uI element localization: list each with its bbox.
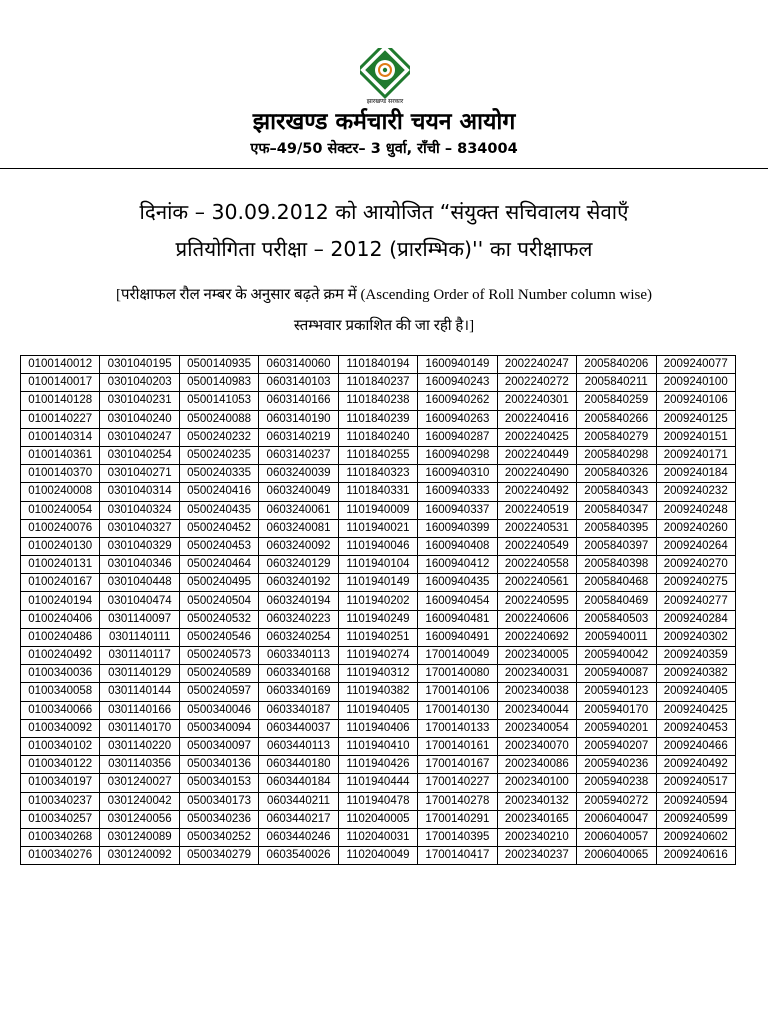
- roll-number-cell: 2006040057: [577, 828, 656, 846]
- roll-number-cell: 0301040195: [100, 356, 179, 374]
- roll-number-cell: 2005840206: [577, 356, 656, 374]
- order-note-line-1: [परीक्षाफल रौल नम्बर के अनुसार बढ़ते क्रम में (Ascending Order of Roll Number column wise): [115, 287, 653, 303]
- roll-number-cell: 0603440217: [259, 810, 338, 828]
- roll-number-cell: 1101940249: [338, 610, 417, 628]
- roll-number-cell: 1101940021: [338, 519, 417, 537]
- roll-number-cell: 2009240171: [656, 446, 736, 464]
- roll-number-cell: 0301140111: [100, 628, 179, 646]
- roll-number-cell: 2005840211: [577, 374, 656, 392]
- table-row: [21, 756, 736, 774]
- roll-number-cell: 2009240277: [656, 592, 736, 610]
- roll-number-cell: 0100140370: [21, 465, 100, 483]
- roll-number-cell: 0100240492: [21, 647, 100, 665]
- roll-number-cell: 2002240492: [497, 483, 576, 501]
- roll-number-cell: 0500340097: [179, 737, 258, 755]
- roll-number-cell: 0301140220: [100, 737, 179, 755]
- roll-number-cell: 0603140060: [259, 356, 338, 374]
- table-row: [21, 537, 736, 555]
- header-divider: [0, 168, 768, 169]
- roll-number-cell: 0301240092: [100, 847, 179, 865]
- roll-number-cell: 2005840503: [577, 610, 656, 628]
- roll-number-cell: 0603240192: [259, 574, 338, 592]
- roll-number-cell: 2005940201: [577, 719, 656, 737]
- roll-number-cell: 2005940170: [577, 701, 656, 719]
- roll-number-cell: 0100240131: [21, 556, 100, 574]
- roll-number-cell: 0301140129: [100, 665, 179, 683]
- roll-number-cell: 0100340102: [21, 737, 100, 755]
- roll-number-cell: 2009240264: [656, 537, 736, 555]
- roll-number-cell: 2002240561: [497, 574, 576, 592]
- roll-number-cell: 1101940046: [338, 537, 417, 555]
- table-row: [21, 356, 736, 374]
- roll-number-cell: 0301040474: [100, 592, 179, 610]
- roll-number-cell: 0301040247: [100, 428, 179, 446]
- roll-number-cell: 2009240425: [656, 701, 736, 719]
- roll-number-cell: 1600940481: [418, 610, 497, 628]
- roll-number-cell: 1101940382: [338, 683, 417, 701]
- roll-number-cell: 1600940287: [418, 428, 497, 446]
- roll-number-cell: 0500240435: [179, 501, 258, 519]
- roll-number-cell: 0603240081: [259, 519, 338, 537]
- roll-number-cell: 2009240275: [656, 574, 736, 592]
- roll-number-cell: 2005840397: [577, 537, 656, 555]
- roll-number-cell: 0500240504: [179, 592, 258, 610]
- roll-number-cell: 0100340268: [21, 828, 100, 846]
- roll-number-cell: 2005840398: [577, 556, 656, 574]
- roll-number-cell: 1700140227: [418, 774, 497, 792]
- roll-number-cell: 0500240573: [179, 647, 258, 665]
- roll-number-cell: 0500240546: [179, 628, 258, 646]
- roll-number-cell: 2009240466: [656, 737, 736, 755]
- roll-number-cell: 2009240077: [656, 356, 736, 374]
- roll-number-cell: 0603240039: [259, 465, 338, 483]
- table-row: [21, 774, 736, 792]
- roll-number-cell: 1101940405: [338, 701, 417, 719]
- roll-number-cell: 0500340173: [179, 792, 258, 810]
- roll-number-cell: 2005840298: [577, 446, 656, 464]
- roll-number-cell: 1600940337: [418, 501, 497, 519]
- roll-number-cell: 0603140103: [259, 374, 338, 392]
- roll-number-cell: 2009240232: [656, 483, 736, 501]
- roll-number-cell: 1101940009: [338, 501, 417, 519]
- table-row: [21, 628, 736, 646]
- roll-number-table: [20, 355, 736, 865]
- roll-number-cell: 0301040271: [100, 465, 179, 483]
- roll-number-cell: 0100240406: [21, 610, 100, 628]
- roll-number-cell: 0100340036: [21, 665, 100, 683]
- roll-number-cell: 0100340237: [21, 792, 100, 810]
- roll-number-cell: 2005940042: [577, 647, 656, 665]
- roll-number-cell: 1600940310: [418, 465, 497, 483]
- roll-number-cell: 0500240495: [179, 574, 258, 592]
- roll-number-cell: 1600940399: [418, 519, 497, 537]
- table-row: [21, 647, 736, 665]
- roll-number-cell: 0301040203: [100, 374, 179, 392]
- roll-number-cell: 2005840468: [577, 574, 656, 592]
- roll-number-cell: 2005840347: [577, 501, 656, 519]
- roll-number-cell: 1700140417: [418, 847, 497, 865]
- roll-number-cell: 1700140278: [418, 792, 497, 810]
- roll-number-cell: 2002240558: [497, 556, 576, 574]
- roll-number-cell: 0301040314: [100, 483, 179, 501]
- roll-number-cell: 2005840469: [577, 592, 656, 610]
- roll-number-cell: 2002240531: [497, 519, 576, 537]
- roll-number-cell: 1101940104: [338, 556, 417, 574]
- table-row: [21, 501, 736, 519]
- roll-number-cell: 1101840238: [338, 392, 417, 410]
- roll-number-cell: 1101940251: [338, 628, 417, 646]
- table-row: [21, 392, 736, 410]
- roll-number-cell: 2005940236: [577, 756, 656, 774]
- roll-number-cell: 2005840259: [577, 392, 656, 410]
- roll-number-cell: 2002240490: [497, 465, 576, 483]
- roll-number-cell: 2002340237: [497, 847, 576, 865]
- roll-number-cell: 0500340236: [179, 810, 258, 828]
- roll-number-cell: 1600940262: [418, 392, 497, 410]
- roll-number-cell: 2005940272: [577, 792, 656, 810]
- roll-number-cell: 2002240425: [497, 428, 576, 446]
- roll-number-cell: 0500140935: [179, 356, 258, 374]
- roll-number-cell: 1101840237: [338, 374, 417, 392]
- roll-number-cell: 0603240049: [259, 483, 338, 501]
- table-row: [21, 828, 736, 846]
- roll-number-cell: 2002240272: [497, 374, 576, 392]
- table-row: [21, 810, 736, 828]
- roll-number-cell: 1700140049: [418, 647, 497, 665]
- table-row: [21, 701, 736, 719]
- roll-number-cell: 2002340044: [497, 701, 576, 719]
- roll-number-cell: 0301040346: [100, 556, 179, 574]
- roll-number-cell: 2002340132: [497, 792, 576, 810]
- table-row: [21, 574, 736, 592]
- roll-number-cell: 2009240453: [656, 719, 736, 737]
- roll-number-cell: 2005840395: [577, 519, 656, 537]
- roll-number-cell: 2006040065: [577, 847, 656, 865]
- order-note-line-2: स्तम्भवार प्रकाशित की जा रही है।]: [293, 318, 475, 334]
- roll-number-cell: 1700140395: [418, 828, 497, 846]
- roll-number-cell: 0100240076: [21, 519, 100, 537]
- roll-number-cell: 0603240194: [259, 592, 338, 610]
- roll-number-cell: 2005840343: [577, 483, 656, 501]
- organization-address: एफ–49/50 सेक्टर– 3 धुर्वा, राँची – 834004: [250, 141, 518, 157]
- roll-number-cell: 0500340046: [179, 701, 258, 719]
- roll-number-cell: 0301040448: [100, 574, 179, 592]
- roll-number-cell: 0603140190: [259, 410, 338, 428]
- roll-number-cell: 0500240464: [179, 556, 258, 574]
- roll-number-cell: 0100340092: [21, 719, 100, 737]
- roll-number-cell: 2009240106: [656, 392, 736, 410]
- roll-number-cell: 2009240284: [656, 610, 736, 628]
- roll-number-cell: 2009240359: [656, 647, 736, 665]
- roll-number-cell: 1101940410: [338, 737, 417, 755]
- roll-number-cell: 0301140356: [100, 756, 179, 774]
- roll-number-cell: 1700140106: [418, 683, 497, 701]
- roll-number-cell: 2005940087: [577, 665, 656, 683]
- roll-number-cell: 0500240532: [179, 610, 258, 628]
- table-row: [21, 592, 736, 610]
- roll-number-cell: 2009240125: [656, 410, 736, 428]
- roll-number-cell: 0100240167: [21, 574, 100, 592]
- roll-number-cell: 2009240302: [656, 628, 736, 646]
- roll-number-cell: 0603340169: [259, 683, 338, 701]
- table-row: [21, 610, 736, 628]
- roll-number-cell: 0603440246: [259, 828, 338, 846]
- roll-number-cell: 0100340122: [21, 756, 100, 774]
- roll-number-cell: 0603240129: [259, 556, 338, 574]
- roll-number-cell: 2005940123: [577, 683, 656, 701]
- roll-number-cell: 2009240599: [656, 810, 736, 828]
- roll-number-cell: 2009240100: [656, 374, 736, 392]
- roll-number-cell: 0100240008: [21, 483, 100, 501]
- roll-number-cell: 0500240235: [179, 446, 258, 464]
- table-row: [21, 410, 736, 428]
- roll-number-cell: 1101840194: [338, 356, 417, 374]
- roll-number-cell: 2009240248: [656, 501, 736, 519]
- roll-number-cell: 0301040231: [100, 392, 179, 410]
- roll-number-cell: 1600940149: [418, 356, 497, 374]
- roll-number-cell: 2002240519: [497, 501, 576, 519]
- jharkhand-emblem-logo: [360, 48, 410, 106]
- roll-number-cell: 1101840255: [338, 446, 417, 464]
- table-row: [21, 719, 736, 737]
- roll-number-cell: 1101940274: [338, 647, 417, 665]
- table-row: [21, 737, 736, 755]
- table-row: [21, 665, 736, 683]
- roll-number-cell: 0100140227: [21, 410, 100, 428]
- roll-number-cell: 0500240335: [179, 465, 258, 483]
- roll-number-cell: 0301140144: [100, 683, 179, 701]
- roll-number-cell: 2009240184: [656, 465, 736, 483]
- roll-number-cell: 1102040005: [338, 810, 417, 828]
- roll-number-cell: 2002340100: [497, 774, 576, 792]
- roll-number-cell: 2002240549: [497, 537, 576, 555]
- roll-number-cell: 0500240597: [179, 683, 258, 701]
- roll-number-cell: 1700140161: [418, 737, 497, 755]
- roll-number-cell: 1101940444: [338, 774, 417, 792]
- roll-number-cell: 0100140361: [21, 446, 100, 464]
- roll-number-cell: 0100140017: [21, 374, 100, 392]
- roll-number-cell: 0500340094: [179, 719, 258, 737]
- roll-number-cell: 2002340054: [497, 719, 576, 737]
- roll-number-cell: 0100340066: [21, 701, 100, 719]
- roll-number-cell: 0603440113: [259, 737, 338, 755]
- svg-text:झारखण्ड सरकार: झारखण्ड सरकार: [366, 98, 404, 105]
- table-row: [21, 683, 736, 701]
- roll-number-cell: 2009240616: [656, 847, 736, 865]
- roll-number-cell: 1700140133: [418, 719, 497, 737]
- roll-number-cell: 0100340197: [21, 774, 100, 792]
- organization-name: झारखण्ड कर्मचारी चयन आयोग: [252, 109, 516, 135]
- roll-number-cell: 1101840323: [338, 465, 417, 483]
- roll-number-cell: 1101840239: [338, 410, 417, 428]
- roll-number-cell: 1600940298: [418, 446, 497, 464]
- roll-number-cell: 0100340058: [21, 683, 100, 701]
- roll-number-cell: 2009240382: [656, 665, 736, 683]
- table-row: [21, 483, 736, 501]
- roll-number-cell: 2005940207: [577, 737, 656, 755]
- roll-number-cell: 0301240042: [100, 792, 179, 810]
- roll-number-cell: 2009240151: [656, 428, 736, 446]
- roll-number-cell: 1101940406: [338, 719, 417, 737]
- roll-number-cell: 1102040049: [338, 847, 417, 865]
- table-row: [21, 792, 736, 810]
- roll-number-cell: 0603440211: [259, 792, 338, 810]
- roll-number-cell: 0100240194: [21, 592, 100, 610]
- roll-number-cell: 0500140983: [179, 374, 258, 392]
- roll-number-cell: 1600940491: [418, 628, 497, 646]
- table-row: [21, 428, 736, 446]
- result-title-line-1: दिनांक – 30.09.2012 को आयोजित “संयुक्त सचिवालय सेवाएँ: [139, 200, 629, 224]
- roll-number-cell: 0603140219: [259, 428, 338, 446]
- roll-number-cell: 2002240301: [497, 392, 576, 410]
- table-row: [21, 556, 736, 574]
- roll-number-cell: 2002240692: [497, 628, 576, 646]
- roll-number-cell: 0603440184: [259, 774, 338, 792]
- roll-number-cell: 2002240606: [497, 610, 576, 628]
- roll-number-cell: 0603240061: [259, 501, 338, 519]
- roll-number-cell: 0301040327: [100, 519, 179, 537]
- roll-number-cell: 0500141053: [179, 392, 258, 410]
- roll-number-cell: 0500340153: [179, 774, 258, 792]
- roll-number-cell: 0500340136: [179, 756, 258, 774]
- roll-number-cell: 2005840266: [577, 410, 656, 428]
- roll-number-cell: 1101940202: [338, 592, 417, 610]
- roll-number-cell: 1600940408: [418, 537, 497, 555]
- roll-number-cell: 0603340187: [259, 701, 338, 719]
- roll-number-cell: 2009240405: [656, 683, 736, 701]
- roll-number-cell: 0500340279: [179, 847, 258, 865]
- roll-number-cell: 1600940435: [418, 574, 497, 592]
- roll-number-cell: 1600940333: [418, 483, 497, 501]
- roll-number-cell: 2002340165: [497, 810, 576, 828]
- roll-number-cell: 0500240452: [179, 519, 258, 537]
- table-row: [21, 847, 736, 865]
- roll-number-cell: 2009240492: [656, 756, 736, 774]
- roll-number-cell: 0100140128: [21, 392, 100, 410]
- roll-number-cell: 0603440180: [259, 756, 338, 774]
- roll-number-cell: 0603140237: [259, 446, 338, 464]
- table-row: [21, 465, 736, 483]
- roll-number-cell: 0500240416: [179, 483, 258, 501]
- roll-number-cell: 0603340168: [259, 665, 338, 683]
- roll-number-cell: 2002240449: [497, 446, 576, 464]
- roll-number-cell: 0500240589: [179, 665, 258, 683]
- roll-number-cell: 0301240056: [100, 810, 179, 828]
- roll-number-cell: 0500340252: [179, 828, 258, 846]
- roll-number-cell: 2002240247: [497, 356, 576, 374]
- roll-number-cell: 1101840240: [338, 428, 417, 446]
- roll-number-cell: 0100240054: [21, 501, 100, 519]
- roll-number-cell: 2002340086: [497, 756, 576, 774]
- roll-number-cell: 0301240027: [100, 774, 179, 792]
- roll-number-cell: 0301040254: [100, 446, 179, 464]
- roll-number-cell: 0603540026: [259, 847, 338, 865]
- roll-number-cell: 2005840326: [577, 465, 656, 483]
- table-row: [21, 446, 736, 464]
- roll-number-cell: 0603240254: [259, 628, 338, 646]
- roll-number-cell: 2002340070: [497, 737, 576, 755]
- table-row: [21, 374, 736, 392]
- roll-number-cell: 1102040031: [338, 828, 417, 846]
- roll-number-cell: 0100140012: [21, 356, 100, 374]
- roll-number-cell: 2002340038: [497, 683, 576, 701]
- roll-number-cell: 0603240223: [259, 610, 338, 628]
- roll-number-cell: 0301040329: [100, 537, 179, 555]
- roll-number-cell: 1101940149: [338, 574, 417, 592]
- roll-number-cell: 1700140130: [418, 701, 497, 719]
- roll-number-cell: 0100340257: [21, 810, 100, 828]
- roll-number-cell: 2002240416: [497, 410, 576, 428]
- roll-number-cell: 0100240486: [21, 628, 100, 646]
- roll-number-cell: 2006040047: [577, 810, 656, 828]
- roll-number-cell: 1600940263: [418, 410, 497, 428]
- table-row: [21, 519, 736, 537]
- roll-number-cell: 2002240595: [497, 592, 576, 610]
- roll-number-cell: 0603240092: [259, 537, 338, 555]
- roll-number-cell: 1700140080: [418, 665, 497, 683]
- roll-number-cell: 0301140166: [100, 701, 179, 719]
- roll-number-cell: 2009240602: [656, 828, 736, 846]
- roll-number-cell: 0301040240: [100, 410, 179, 428]
- roll-number-cell: 0301140097: [100, 610, 179, 628]
- roll-number-cell: 2002340210: [497, 828, 576, 846]
- roll-number-cell: 1700140291: [418, 810, 497, 828]
- roll-number-cell: 2009240260: [656, 519, 736, 537]
- roll-number-cell: 1600940454: [418, 592, 497, 610]
- roll-number-cell: 0301240089: [100, 828, 179, 846]
- roll-number-cell: 1101940478: [338, 792, 417, 810]
- roll-number-cell: 0301140117: [100, 647, 179, 665]
- roll-number-cell: 0603440037: [259, 719, 338, 737]
- roll-number-cell: 2009240594: [656, 792, 736, 810]
- roll-number-cell: 0500240232: [179, 428, 258, 446]
- roll-number-cell: 0100340276: [21, 847, 100, 865]
- roll-number-cell: 2002340031: [497, 665, 576, 683]
- roll-number-cell: 1101940312: [338, 665, 417, 683]
- roll-number-cell: 1101840331: [338, 483, 417, 501]
- roll-number-cell: 1101940426: [338, 756, 417, 774]
- roll-number-cell: 0100140314: [21, 428, 100, 446]
- roll-number-cell: 1600940412: [418, 556, 497, 574]
- roll-number-cell: 1600940243: [418, 374, 497, 392]
- roll-number-cell: 0500240453: [179, 537, 258, 555]
- roll-number-cell: 0500240088: [179, 410, 258, 428]
- roll-number-cell: 2009240517: [656, 774, 736, 792]
- roll-number-cell: 0603140166: [259, 392, 338, 410]
- roll-number-cell: 2005940011: [577, 628, 656, 646]
- roll-number-cell: 2002340005: [497, 647, 576, 665]
- roll-number-cell: 2005940238: [577, 774, 656, 792]
- roll-number-cell: 0100240130: [21, 537, 100, 555]
- roll-number-cell: 2005840279: [577, 428, 656, 446]
- roll-number-cell: 0603340113: [259, 647, 338, 665]
- result-title-line-2: प्रतियोगिता परीक्षा – 2012 (प्रारम्भिक)'' का परीक्षाफल: [175, 237, 593, 261]
- roll-number-cell: 1700140167: [418, 756, 497, 774]
- roll-number-cell: 0301140170: [100, 719, 179, 737]
- roll-number-cell: 0301040324: [100, 501, 179, 519]
- roll-number-cell: 2009240270: [656, 556, 736, 574]
